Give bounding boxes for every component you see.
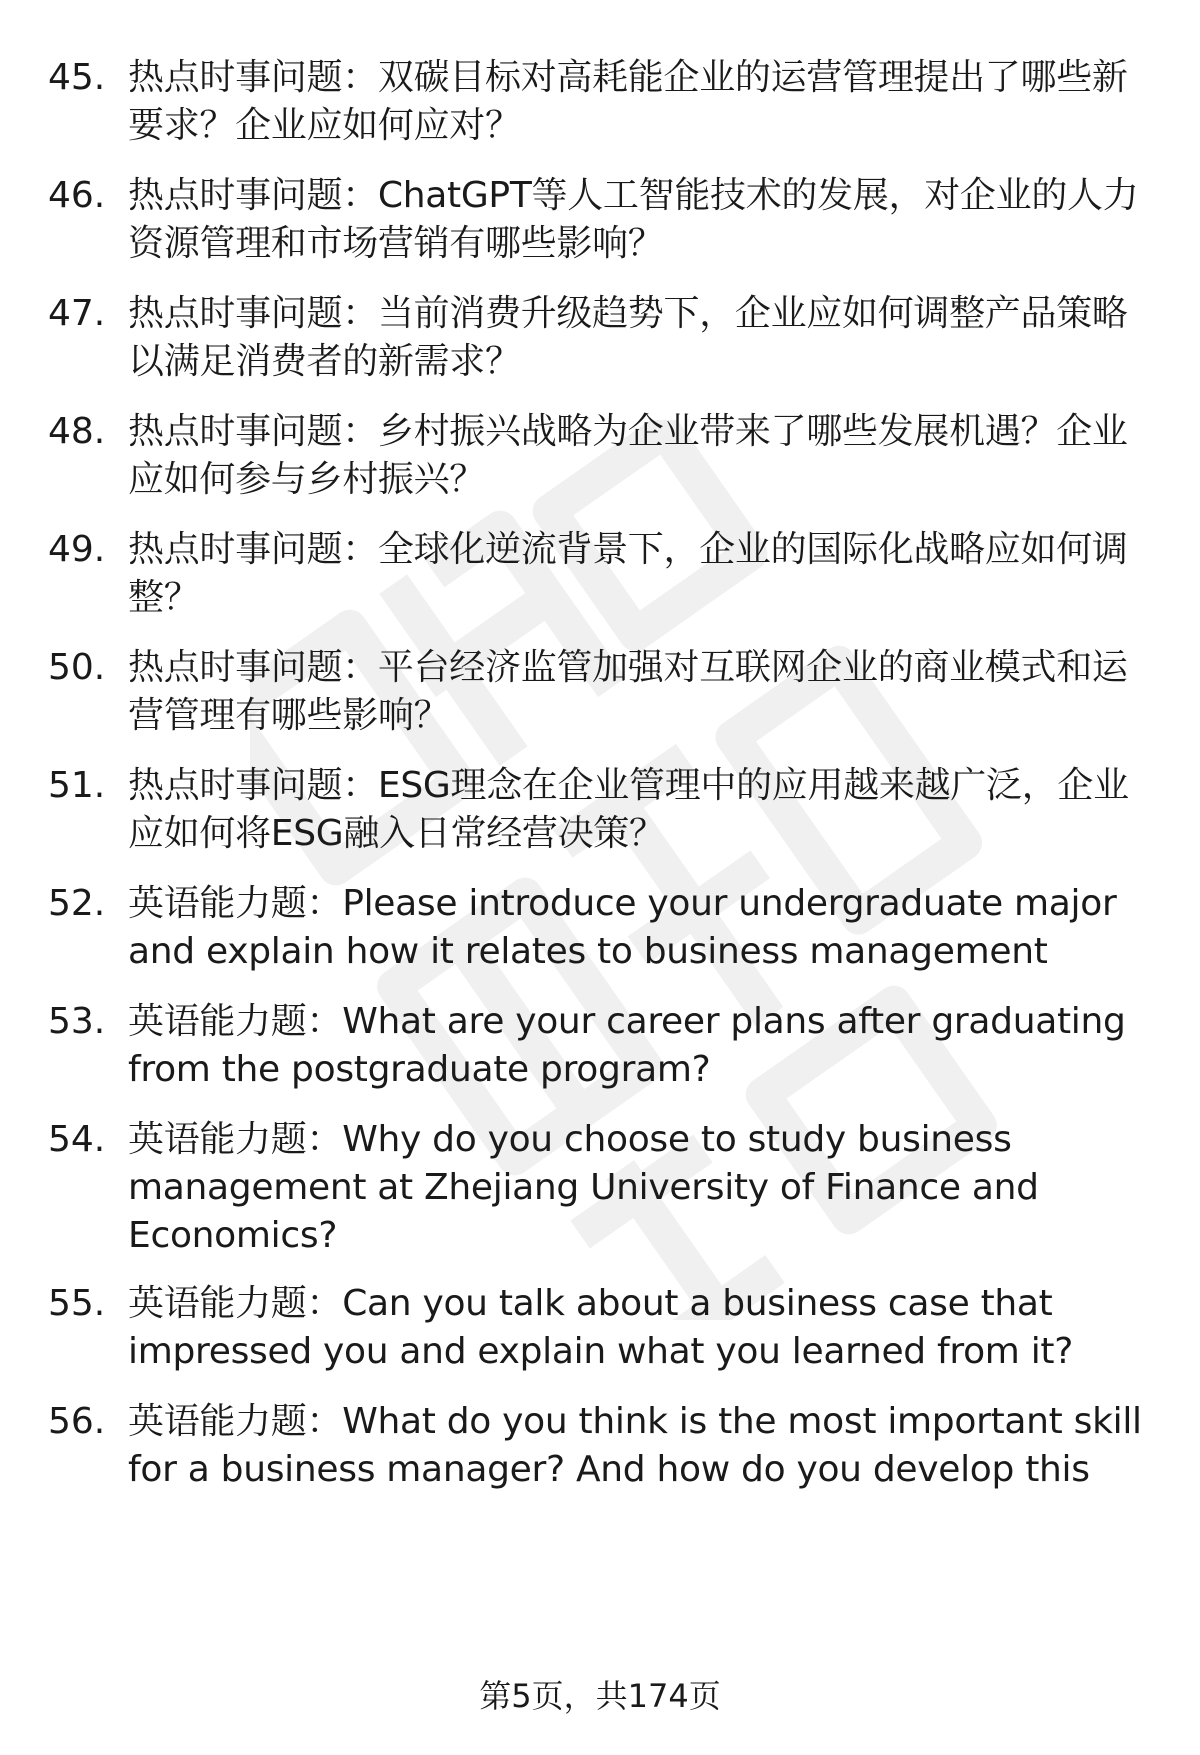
question-text: 英语能力题：Why do you choose to study business management at Zhejiang University of Finance and Economics?	[128, 1119, 1039, 1256]
question-text: 热点时事问题：双碳目标对高耗能企业的运营管理提出了哪些新要求？企业应如何应对？	[128, 57, 1128, 146]
question-text: 英语能力题：What do you think is the most important skill for a business manager? And how do you develop this	[128, 1401, 1142, 1490]
question-text: 热点时事问题：ChatGPT等人工智能技术的发展，对企业的人力资源管理和市场营销有哪些影响？	[128, 175, 1139, 264]
question-number: 46.	[48, 175, 106, 216]
question-item	[48, 1116, 1158, 1260]
question-number: 53.	[48, 1001, 106, 1042]
question-text: 热点时事问题：乡村振兴战略为企业带来了哪些发展机遇？企业应如何参与乡村振兴？	[128, 411, 1128, 500]
question-number: 54.	[48, 1119, 106, 1160]
question-text: 英语能力题：Can you talk about a business case that impressed you and explain what you learned from it?	[128, 1283, 1074, 1372]
question-text: 热点时事问题：当前消费升级趋势下，企业应如何调整产品策略以满足消费者的新需求？	[128, 293, 1128, 382]
question-text: 热点时事问题：平台经济监管加强对互联网企业的商业模式和运营管理有哪些影响？	[128, 647, 1128, 736]
question-item	[48, 54, 1158, 150]
question-item	[48, 172, 1158, 268]
question-number: 47.	[48, 293, 106, 334]
question-item	[48, 526, 1158, 622]
question-item	[48, 1280, 1158, 1376]
question-number: 48.	[48, 411, 106, 452]
question-text: 热点时事问题：全球化逆流背景下，企业的国际化战略应如何调整？	[128, 529, 1128, 618]
question-number: 56.	[48, 1401, 106, 1442]
question-item	[48, 644, 1158, 740]
question-number: 45.	[48, 57, 106, 98]
question-item	[48, 998, 1158, 1094]
page-number-footer: 第5页，共174页	[479, 1677, 721, 1715]
question-text: 英语能力题：Please introduce your undergraduate major and explain how it relates to business management	[128, 883, 1117, 972]
question-item	[48, 880, 1158, 976]
question-item	[48, 762, 1158, 858]
question-text: 热点时事问题：ESG理念在企业管理中的应用越来越广泛，企业应如何将ESG融入日常经营决策？	[128, 765, 1129, 854]
question-number: 55.	[48, 1283, 106, 1324]
question-number: 49.	[48, 529, 106, 570]
question-item	[48, 1398, 1158, 1494]
question-item	[48, 290, 1158, 386]
question-number: 50.	[48, 647, 106, 688]
question-number: 51.	[48, 765, 106, 806]
question-text: 英语能力题：What are your career plans after graduating from the postgraduate program?	[128, 1001, 1126, 1090]
question-item	[48, 408, 1158, 504]
question-number: 52.	[48, 883, 106, 924]
